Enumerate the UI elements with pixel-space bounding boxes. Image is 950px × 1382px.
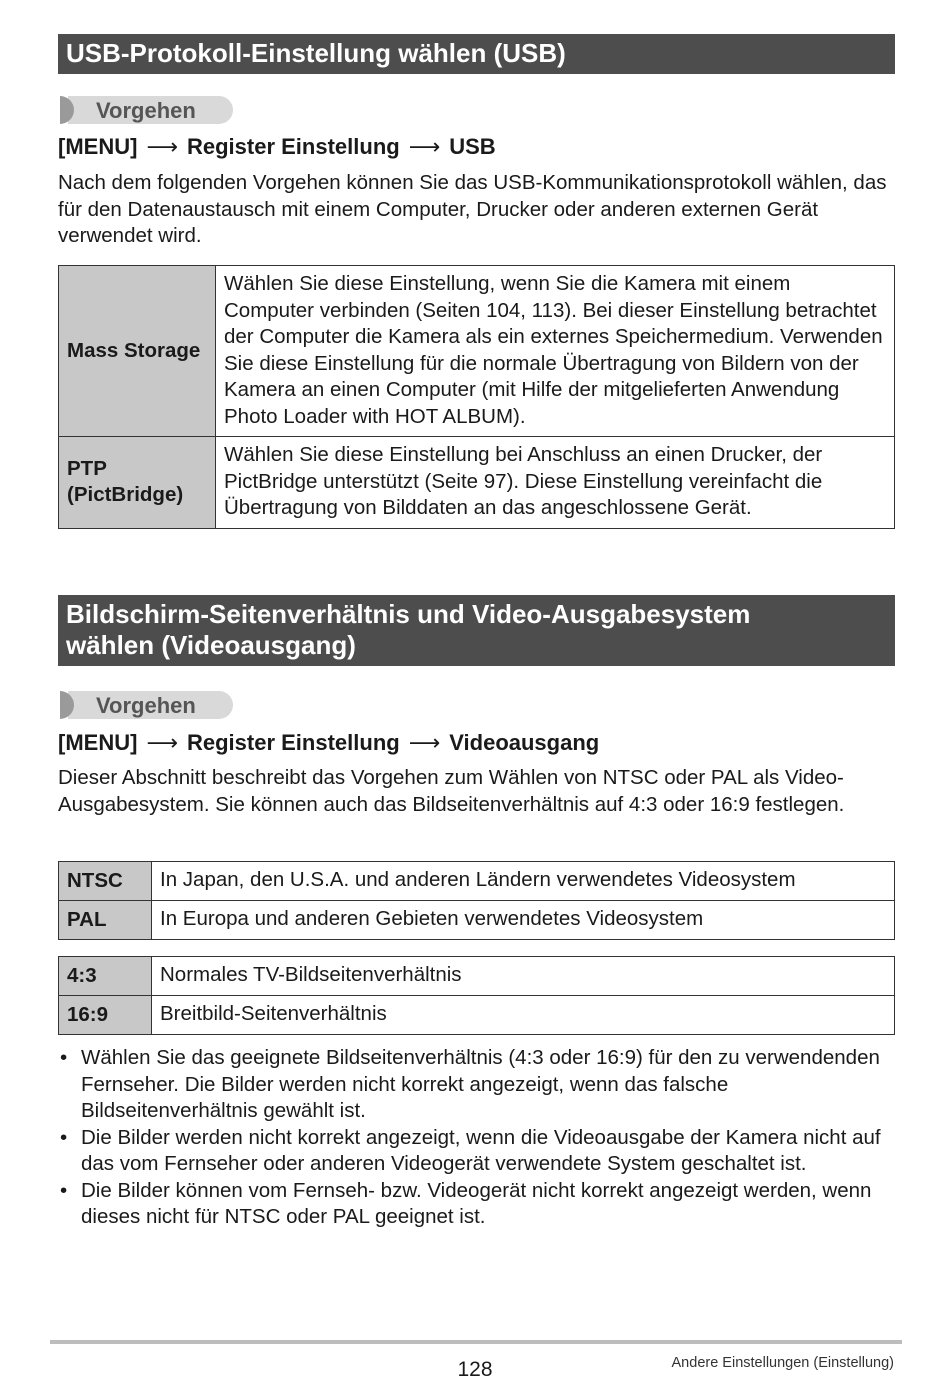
option-name: 4:3 [59, 957, 152, 996]
arrow-right-icon: ⟶ [146, 134, 178, 159]
menu-path-step: Videoausgang [449, 730, 600, 755]
aspect-ratio-table [58, 956, 895, 1035]
option-name: PAL [59, 901, 152, 940]
list-item [58, 1125, 895, 1178]
footer-section-name: Andere Einstellungen (Einstellung) [671, 1355, 894, 1371]
arrow-right-icon: ⟶ [408, 134, 441, 159]
option-description: In Europa und anderen Gebieten verwendetes Videosystem [152, 901, 895, 940]
table-row [59, 862, 895, 901]
menu-path-step: [MENU] [58, 134, 138, 159]
menu-path [58, 730, 599, 756]
procedure-tab [58, 96, 233, 124]
option-description: Wählen Sie diese Einstellung bei Anschluss an einen Drucker, der PictBridge unterstützt (Seite 97). Diese Einstellung vereinfacht die Übertragung von Bilddaten an das angeschlossene Gerät. [216, 437, 895, 529]
menu-path-step: USB [449, 134, 496, 159]
arrow-right-icon: ⟶ [146, 730, 178, 755]
procedure-label: Vorgehen [96, 693, 196, 718]
procedure-tab-marker [58, 691, 68, 719]
menu-path-step: Register Einstellung [186, 730, 400, 755]
option-description: Breitbild-Seitenverhältnis [152, 996, 895, 1035]
bullet-icon: • [60, 1125, 68, 1149]
note-text: Die Bilder werden nicht korrekt angezeigt, wenn die Videoausgabe der Kamera nicht auf das vom Fernseher oder anderen Videogerät verwendete System geschaltet ist. [81, 1125, 881, 1175]
option-name: PTP (PictBridge) [59, 437, 216, 529]
note-text: Wählen Sie das geeignete Bildseitenverhältnis (4:3 oder 16:9) für den zu verwendenden Fernseher. Die Bilder werden nicht korrekt angezeigt, wenn das falsche Bildseitenverhältnis gewählt ist. [81, 1046, 880, 1122]
bullet-icon: • [60, 1178, 68, 1202]
procedure-tab-marker [58, 96, 68, 124]
option-description: Normales TV-Bildseitenverhältnis [152, 957, 895, 996]
list-item [58, 1045, 895, 1125]
table-row [59, 901, 895, 940]
section-heading-usb [58, 34, 895, 74]
menu-path-step: [MENU] [58, 730, 138, 755]
procedure-tab [58, 691, 233, 719]
table-row [59, 437, 895, 529]
note-text: Die Bilder können vom Fernseh- bzw. Videogerät nicht korrekt angezeigt werden, wenn dieses nicht für NTSC oder PAL geeignet ist. [81, 1178, 872, 1228]
menu-path [58, 134, 496, 160]
table-row [59, 266, 895, 437]
option-name: 16:9 [59, 996, 152, 1035]
intro-paragraph: Nach dem folgenden Vorgehen können Sie das USB-Kommunikationsprotokoll wählen, das für den Datenaustausch mit einem Computer, Drucker oder anderen externen Gerät verwendet wird. [58, 171, 887, 247]
table-row [59, 996, 895, 1035]
page-number: 128 [457, 1358, 493, 1381]
notes-list [58, 1045, 895, 1231]
arrow-right-icon: ⟶ [408, 730, 441, 755]
procedure-label: Vorgehen [96, 98, 196, 123]
table-row [59, 957, 895, 996]
video-system-table [58, 861, 895, 940]
section-heading-text: wählen (Videoausgang) [66, 630, 356, 660]
footer-divider [50, 1340, 902, 1344]
bullet-icon: • [60, 1046, 68, 1069]
section-heading-video-output [58, 595, 895, 666]
option-name: Mass Storage [59, 266, 216, 437]
list-item [58, 1178, 895, 1231]
option-name: NTSC [59, 862, 152, 901]
section-heading-text: USB-Protokoll-Einstellung wählen (USB) [66, 38, 566, 68]
option-description: In Japan, den U.S.A. und anderen Ländern verwendetes Videosystem [152, 862, 895, 901]
menu-path-step: Register Einstellung [186, 134, 400, 159]
option-description: Wählen Sie diese Einstellung, wenn Sie die Kamera mit einem Computer verbinden (Seiten 104, 113). Bei dieser Einstellung betrachtet der Computer die Kamera als ein externes Speichermedium. Verwenden Sie diese Einstellung für die normale Übertragung von Bildern von der Kamera an einen Computer (mit Hilfe der mitgelieferten Anwendung Photo Loader with HOT ALBUM). [216, 266, 895, 437]
usb-options-table [58, 265, 895, 529]
intro-paragraph: Dieser Abschnitt beschreibt das Vorgehen zum Wählen von NTSC oder PAL als Video-Ausgabesystem. Sie können auch das Bildseitenverhältnis auf 4:3 oder 16:9 festlegen. [58, 766, 845, 816]
section-heading-text: Bildschirm-Seitenverhältnis und Video-Ausgabesystem [66, 599, 751, 629]
